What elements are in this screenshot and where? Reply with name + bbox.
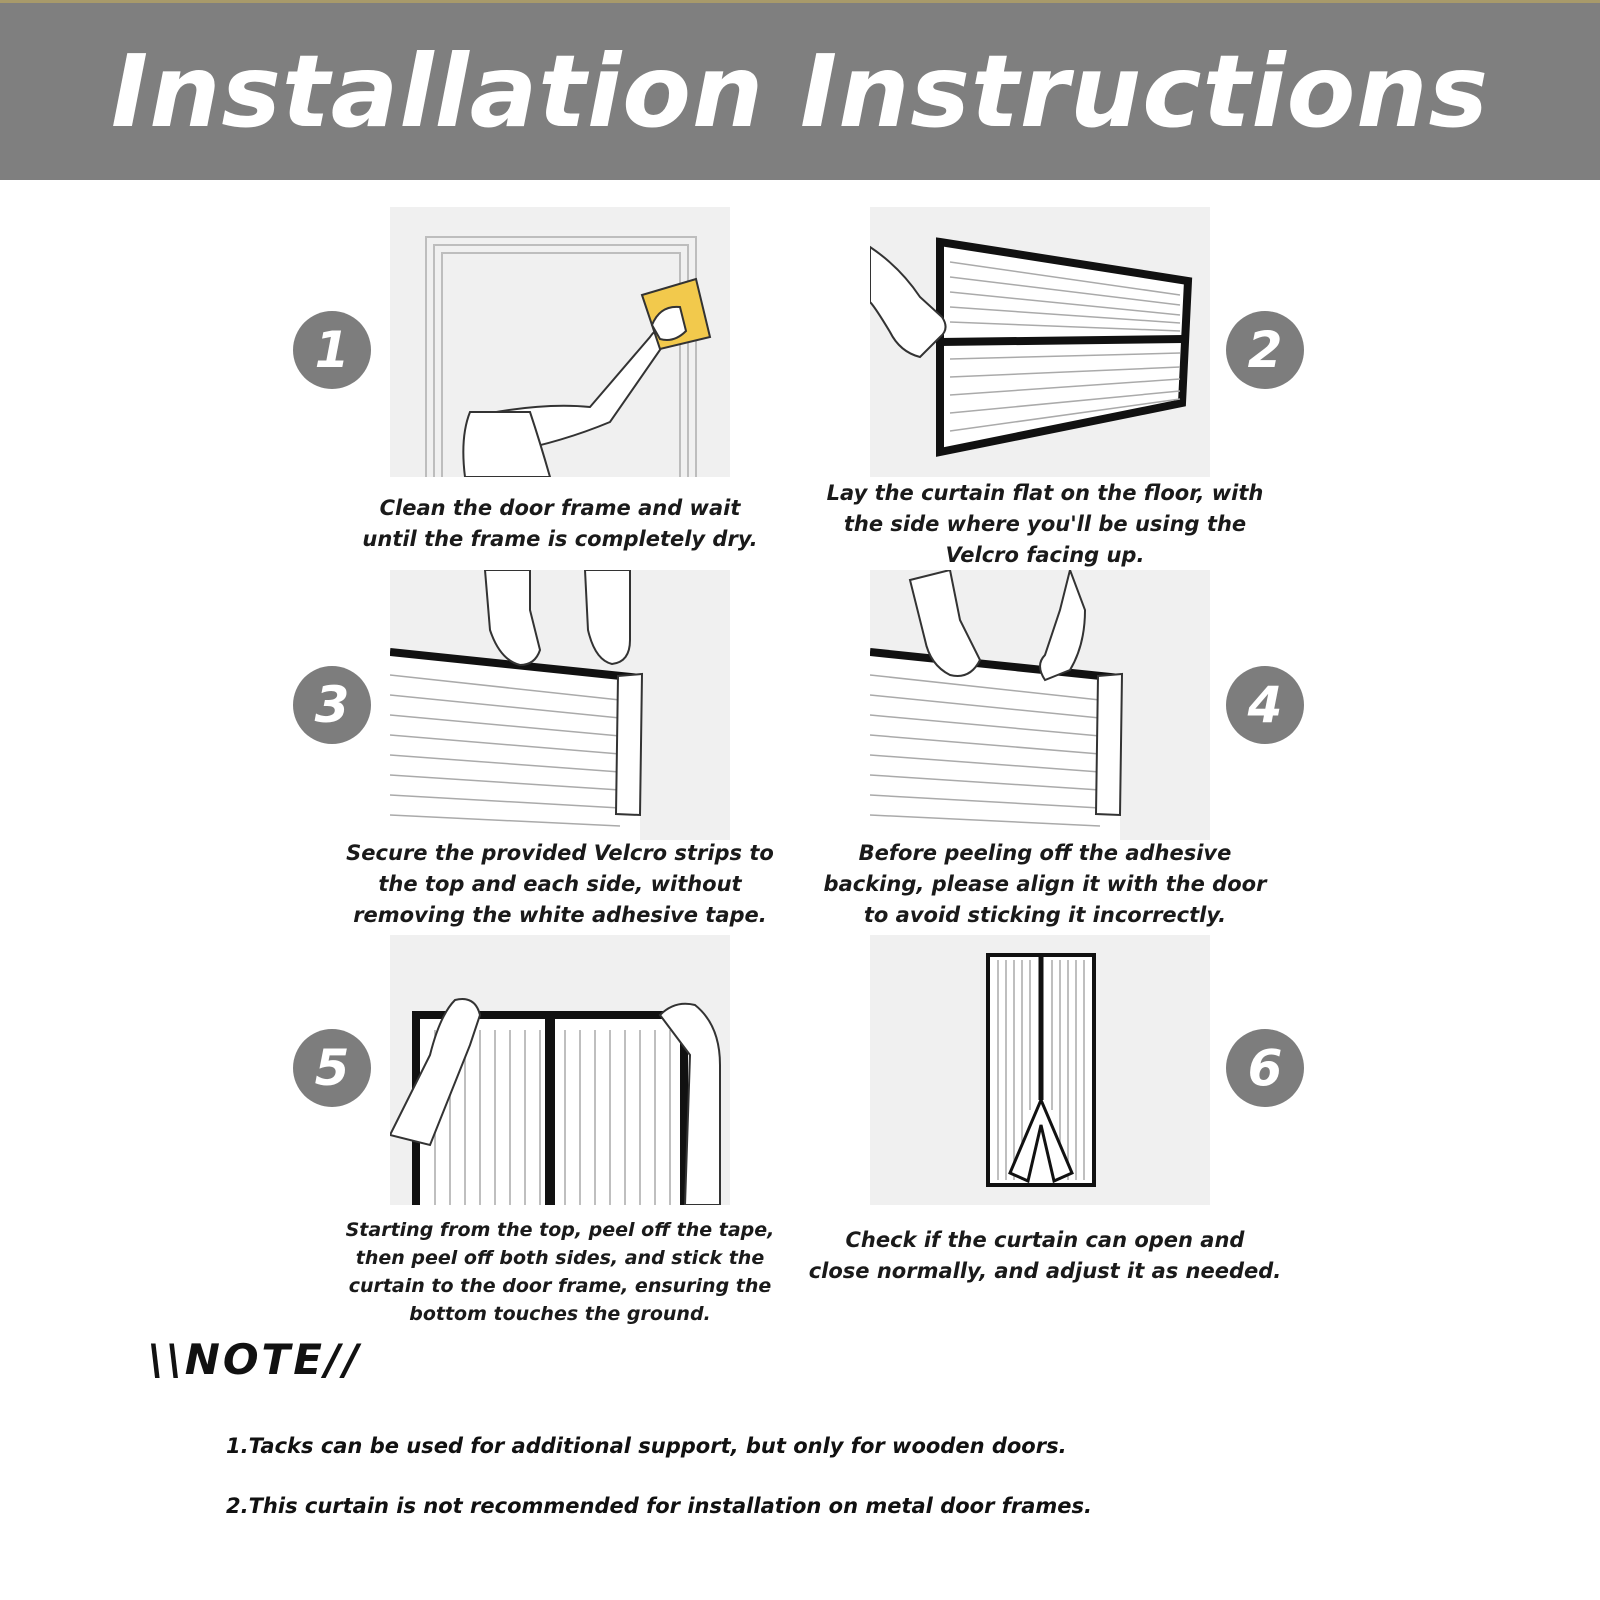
- step-4-illustration: [870, 570, 1210, 840]
- page-title: Installation Instructions: [110, 33, 1490, 150]
- step-3-illustration: [390, 570, 730, 840]
- step-1-badge: 1: [293, 311, 371, 389]
- step-4-caption: [805, 838, 1285, 931]
- step-4-caption-line: Before peeling off the adhesive: [858, 841, 1232, 865]
- step-1-illustration: [390, 207, 730, 477]
- step-5-badge: 5: [293, 1029, 371, 1107]
- step-3-caption-line: removing the white adhesive tape.: [353, 903, 767, 927]
- step-6-caption: [805, 1225, 1285, 1287]
- note-item-2: 2.This curtain is not recommended for installation on metal door frames.: [226, 1494, 1093, 1518]
- step-4-caption-line: to avoid sticking it incorrectly.: [863, 903, 1227, 927]
- hand-wiping-door-frame-icon: [390, 207, 730, 477]
- step-3-caption-line: the top and each side, without: [378, 872, 742, 896]
- step-2-caption: [805, 478, 1285, 571]
- step-1-caption: [330, 493, 790, 555]
- step-4-badge: 4: [1226, 666, 1304, 744]
- step-6-badge: 6: [1226, 1029, 1304, 1107]
- step-5-caption-line: Starting from the top, peel off the tape,: [345, 1219, 775, 1241]
- step-6-caption-line: close normally, and adjust it as needed.: [808, 1259, 1282, 1283]
- step-6-caption-line: Check if the curtain can open and: [845, 1228, 1245, 1252]
- note-mark-left: \\: [148, 1335, 185, 1384]
- hands-attaching-velcro-icon: [390, 570, 730, 840]
- step-2-badge: 2: [1226, 311, 1304, 389]
- step-2-caption-line: the side where you'll be using the: [843, 512, 1247, 536]
- step-5-caption-line: then peel off both sides, and stick the: [355, 1247, 765, 1269]
- magnetic-curtain-open-icon: [870, 935, 1210, 1205]
- step-2-caption-line: Velcro facing up.: [945, 543, 1145, 567]
- note-item-1: 1.Tacks can be used for additional support, but only for wooden doors.: [226, 1434, 1067, 1458]
- curtain-laid-flat-icon: [870, 207, 1210, 477]
- hands-aligning-velcro-icon: [870, 570, 1210, 840]
- step-6-illustration: [870, 935, 1210, 1205]
- step-4-caption-line: backing, please align it with the door: [823, 872, 1267, 896]
- step-1-caption-line: Clean the door frame and wait: [379, 496, 741, 520]
- note-title-text: NOTE: [184, 1335, 325, 1384]
- step-1-caption-line: until the frame is completely dry.: [362, 527, 758, 551]
- note-mark-right: //: [324, 1335, 362, 1384]
- step-2-illustration: [870, 207, 1210, 477]
- step-5-caption-line: bottom touches the ground.: [409, 1303, 711, 1325]
- note-title: [148, 1330, 362, 1390]
- header-banner: [0, 0, 1600, 180]
- step-5-caption: [320, 1216, 800, 1328]
- step-3-caption: [320, 838, 800, 931]
- step-2-caption-line: Lay the curtain flat on the floor, with: [826, 481, 1264, 505]
- step-3-badge: 3: [293, 666, 371, 744]
- step-5-illustration: [390, 935, 730, 1205]
- step-3-caption-line: Secure the provided Velcro strips to: [346, 841, 774, 865]
- hands-sticking-curtain-icon: [390, 935, 730, 1205]
- step-5-caption-line: curtain to the door frame, ensuring the: [348, 1275, 772, 1297]
